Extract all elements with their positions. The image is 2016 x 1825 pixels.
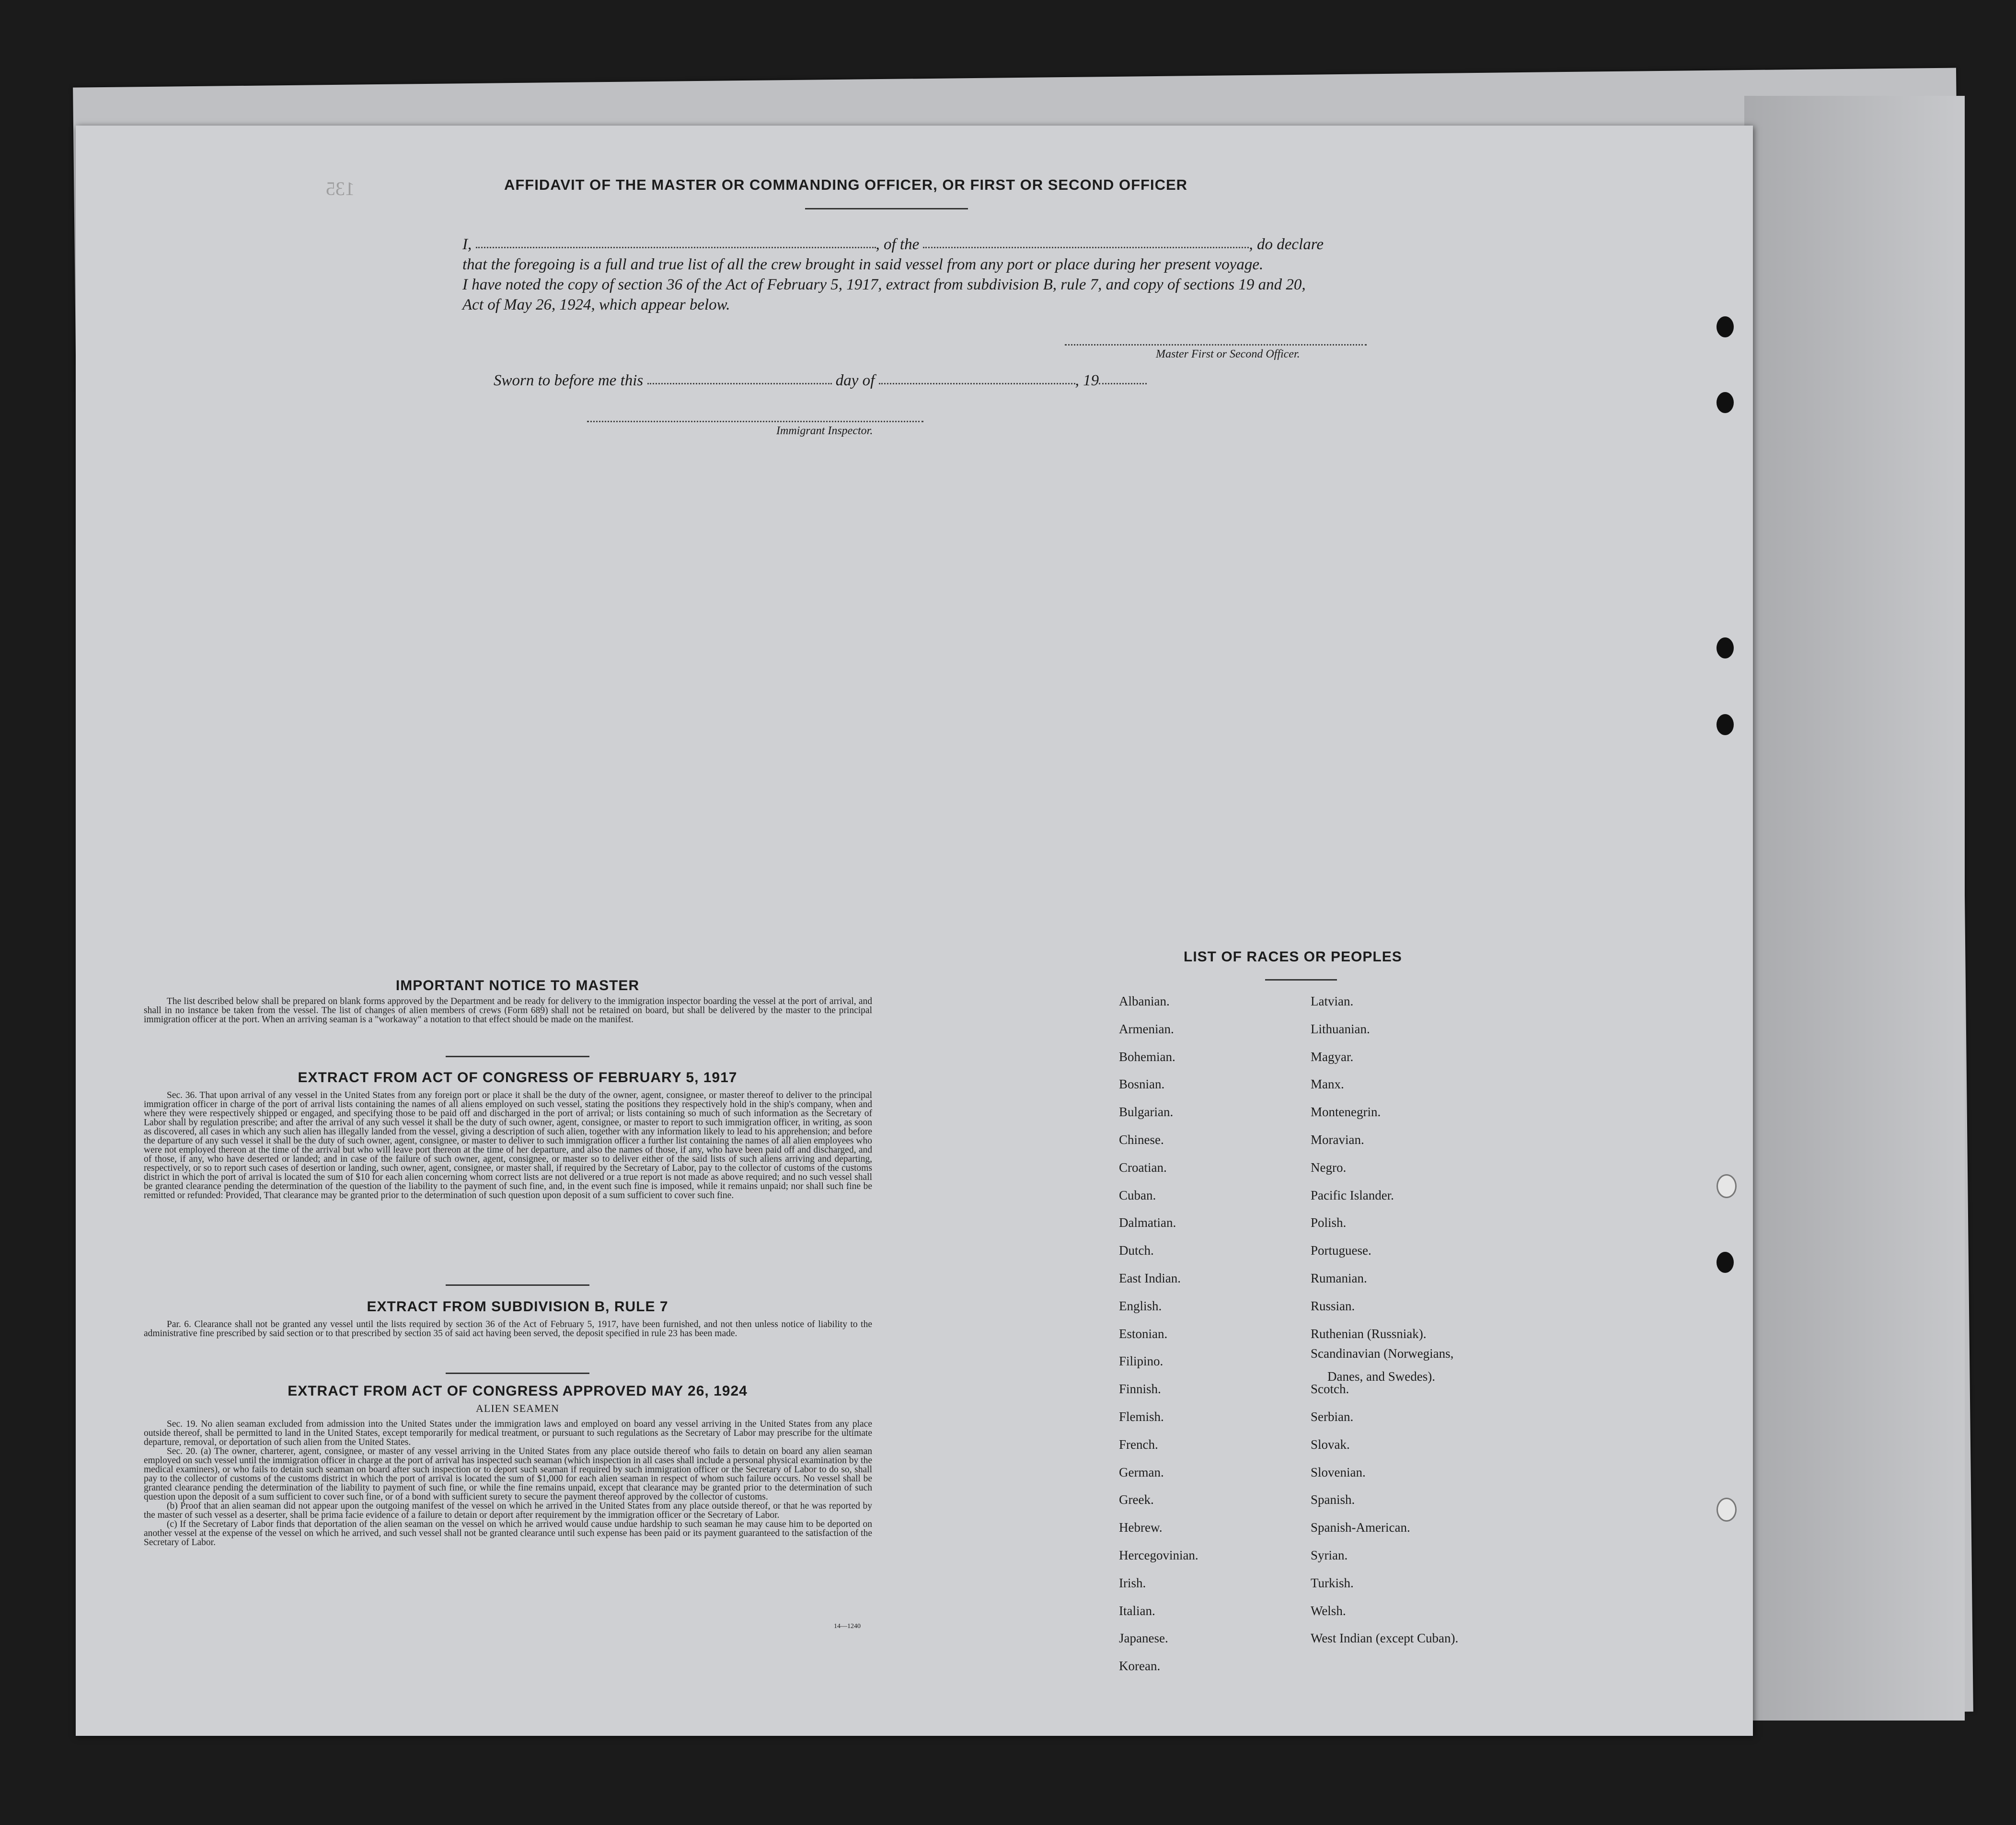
race-item: Italian. xyxy=(1119,1603,1155,1618)
race-item: Greek. xyxy=(1119,1492,1154,1507)
sworn-line xyxy=(494,372,1147,390)
master-signature-label: Master First or Second Officer. xyxy=(1156,348,1300,360)
sworn-text: Sworn to before me this xyxy=(494,372,644,389)
race-item: Moravian. xyxy=(1311,1132,1364,1147)
race-item: Serbian. xyxy=(1311,1409,1354,1424)
race-item: Portuguese. xyxy=(1311,1243,1371,1258)
punch-hole xyxy=(1716,637,1734,658)
race-item: Hebrew. xyxy=(1119,1520,1163,1535)
inspector-signature-label: Immigrant Inspector. xyxy=(776,425,873,437)
race-item: Slovak. xyxy=(1311,1437,1350,1452)
race-item: Spanish-American. xyxy=(1311,1520,1410,1535)
race-item: Slovenian. xyxy=(1311,1465,1366,1479)
sec20a-paragraph: Sec. 20. (a) The owner, charterer, agent, consignee, or master of any vessel arriving in the United States from any place outside thereof who fails to detain on board any alien seaman employed on such vessel until the immigration officer in charge at the port of arrival has inspected such seaman (which inspection in all cases shall include a personal physical examination by the medical examiners), or who fails to detain such seaman on board after such inspection or to deport such seaman if required by such immigration officer or the Secretary of Labor to do so, shall pay to the collector of customs of the customs district in which the port of arrival is located the sum of $1,000 for each alien seaman in respect of whom such failure occurs. No vessel shall be granted clearance pending the determination of the liability to payment of such fine, or while the fine remains unpaid, except that clearance may be granted prior to the determination of such question upon the deposit of a sum sufficient to cover such fine, or of a bond with sufficient surety to secure the payment thereof approved by the collector of customs. xyxy=(144,1446,872,1502)
rule7-paragraph: Par. 6. Clearance shall not be granted any vessel until the lists required by section 36 of the Act of February 5, 1917, have been furnished, and not then unless notice of liability to the administrative fine prescribed by said section or to that prescribed by section 35 of said act having been served, the deposit specified in rule 23 has been made. xyxy=(144,1319,872,1339)
affidavit-do-declare: , do declare xyxy=(1249,236,1324,253)
day-of-text: day of xyxy=(835,372,875,389)
affidavit-line-4: Act of May 26, 1924, which appear below. xyxy=(462,296,730,313)
divider xyxy=(446,1373,589,1374)
race-item: Irish. xyxy=(1119,1575,1146,1590)
race-item: Welsh. xyxy=(1311,1603,1346,1618)
affidavit-title: AFFIDAVIT OF THE MASTER OR COMMANDING OFFICER, OR FIRST OR SECOND OFFICER xyxy=(504,176,1188,193)
races-title: LIST OF RACES OR PEOPLES xyxy=(1184,949,1402,965)
race-item: Filipino. xyxy=(1119,1354,1164,1369)
race-item: Chinese. xyxy=(1119,1132,1164,1147)
race-item: Japanese. xyxy=(1119,1631,1168,1646)
punch-hole xyxy=(1716,714,1734,735)
race-item: Hercegovinian. xyxy=(1119,1548,1198,1562)
name-blank xyxy=(476,243,876,248)
race-item: Latvian. xyxy=(1311,994,1354,1008)
race-item: Russian. xyxy=(1311,1298,1355,1313)
race-item: Polish. xyxy=(1311,1215,1347,1230)
divider xyxy=(446,1284,589,1286)
extract-1924-text xyxy=(144,1420,872,1547)
punch-hole xyxy=(1716,1252,1734,1273)
sec36-paragraph: Sec. 36. That upon arrival of any vessel in the United States from any foreign port or place it shall be the duty of the owner, agent, consignee, or master thereof to deliver to the principal immigration officer in charge of the port of arrival lists containing the names of all aliens employed on such vessel, stating the positions they respectively hold in the ship's company, when and where they were respectively shipped or engaged, and specifying those to be paid off and discharged in the port of arrival; or lists containing so much of such information as the Secretary of Labor shall by regulation prescribe; and after the arrival of any such vessel it shall be the duty of such owner, agent, consignee, or master to report to such immigration officer, in writing, as soon as discovered, all cases in which any such alien has illegally landed from the vessel, giving a description of such alien, together with any information likely to lead to his apprehension; and before the departure of any such vessel it shall be the duty of such owner, agent, consignee, or master to deliver to such immigration officer a further list containing the names of all alien employees who were not employed thereon at the time of the arrival but who will leave port thereon at the time of her departure, and also the names of those, if any, who have been paid off and discharged, and of those, if any, who have deserted or landed; and in case of the failure of such owner, agent, consignee, or master so to deliver either of the said lists of such aliens arriving and departing, respectively, or so to report such cases of desertion or landing, such owner, agent, consignee, or master shall, if required by the Secretary of Labor, pay to the collector of customs of the customs district in which the port of arrival is located the sum of $10 for each alien concerning whom correct lists are not delivered or a true report is not made as above required; and no such vessel shall be granted clearance pending the determination of the question of the liability to the payment of such fine, and, in the event such fine is imposed, while it remains unpaid; nor shall such fine be remitted or refunded: Provided, That clearance may be granted prior to the determination of such question upon deposit of a sum sufficient to cover such fine. xyxy=(144,1090,872,1201)
notice-title: IMPORTANT NOTICE TO MASTER xyxy=(395,978,640,993)
affidavit-line-1 xyxy=(462,236,1324,254)
race-item: English. xyxy=(1119,1298,1162,1313)
rule7-title: EXTRACT FROM SUBDIVISION B, RULE 7 xyxy=(367,1299,668,1315)
race-item: Spanish. xyxy=(1311,1492,1355,1507)
punch-hole xyxy=(1716,316,1734,337)
alien-seamen-subtitle: ALIEN SEAMEN xyxy=(476,1402,559,1414)
race-item: Dalmatian. xyxy=(1119,1215,1176,1230)
race-item: Rumanian. xyxy=(1311,1271,1367,1285)
form-number: 14—1240 xyxy=(834,1623,861,1630)
race-item: Croatian. xyxy=(1119,1160,1167,1175)
master-signature-line xyxy=(1065,344,1367,346)
sec20b-paragraph: (b) Proof that an alien seaman did not appear upon the outgoing manifest of the vessel on which he arrived in the United States from any place outside thereof, or that he was reported by the master of such vessel as a deserter, shall be prima facie evidence of a failure to detain or deport after requirement by the immigration officer or the Secretary of Labor. xyxy=(144,1501,872,1520)
rule7-text xyxy=(144,1320,872,1338)
race-item: Flemish. xyxy=(1119,1409,1164,1424)
sec20c-paragraph: (c) If the Secretary of Labor finds that deportation of the alien seaman on the vessel on which he arrived would cause undue hardship to such seaman he may cause him to be deported on another vessel at the expense of the vessel on which he arrived, and such vessel shall not be granted clearance until such expense has been paid or its payment guaranteed to the satisfaction of the Secretary of Labor. xyxy=(144,1519,872,1548)
divider xyxy=(805,208,968,209)
race-item: Bosnian. xyxy=(1119,1077,1165,1092)
affidavit-line-3: I have noted the copy of section 36 of the Act of February 5, 1917, extract from subdivision B, rule 7, and copy of sections 19 and 20, xyxy=(462,276,1306,293)
notice-paragraph: The list described below shall be prepared on blank forms approved by the Department and be ready for delivery to the immigration inspector boarding the vessel at the port of arrival, and shall in no instance be taken from the vessel. The list of changes of alien members of crews (Form 689) shall not be retained on board, but shall be delivered by the master to the principal immigration officer at the port. When an arriving seaman is a "workaway" a notation to that effect should be made on the manifest. xyxy=(144,996,872,1025)
race-item: Pacific Islander. xyxy=(1311,1188,1394,1202)
month-blank xyxy=(879,379,1075,384)
race-item: Albanian. xyxy=(1119,994,1170,1008)
year-text: , 19 xyxy=(1075,372,1099,389)
inspector-signature-line xyxy=(587,421,923,422)
punch-hole xyxy=(1716,392,1734,413)
punch-hole xyxy=(1716,1498,1737,1522)
race-item: Bohemian. xyxy=(1119,1049,1175,1064)
race-item: Lithuanian. xyxy=(1311,1021,1370,1036)
race-item: West Indian (except Cuban). xyxy=(1311,1631,1459,1646)
race-item: Turkish. xyxy=(1311,1575,1354,1590)
race-item: Korean. xyxy=(1119,1659,1161,1674)
divider xyxy=(1265,979,1337,981)
sec19-paragraph: Sec. 19. No alien seaman excluded from admission into the United States under the immigration laws and employed on board any vessel arriving in the United States from any place outside thereof, shall be permitted to land in the United States, except temporarily for medical treatment, or pursuant to such regulations as the Secretary of Labor may prescribe for the ultimate departure, removal, or deportation of such alien from the United States. xyxy=(144,1419,872,1447)
punch-hole xyxy=(1716,1174,1737,1198)
extract-1917-title: EXTRACT FROM ACT OF CONGRESS OF FEBRUARY 5, 1917 xyxy=(298,1070,737,1086)
stamp-number: 135 xyxy=(326,178,355,199)
affidavit-of-the: , of the xyxy=(876,236,920,253)
race-item: East Indian. xyxy=(1119,1271,1181,1285)
race-item: Danes, and Swedes). xyxy=(1327,1369,1435,1384)
affidavit-i: I, xyxy=(462,236,472,253)
race-item: Estonian. xyxy=(1119,1326,1168,1341)
race-item: Scotch. xyxy=(1311,1382,1349,1397)
divider xyxy=(446,1056,589,1057)
race-item: German. xyxy=(1119,1465,1164,1479)
race-item: Montenegrin. xyxy=(1311,1105,1381,1120)
race-item: Scandinavian (Norwegians, xyxy=(1311,1346,1454,1361)
extract-1917-text xyxy=(144,1091,872,1200)
vessel-blank xyxy=(923,243,1249,248)
notice-text xyxy=(144,997,872,1024)
race-item: Finnish. xyxy=(1119,1382,1161,1397)
race-item: Magyar. xyxy=(1311,1049,1354,1064)
extract-1924-title: EXTRACT FROM ACT OF CONGRESS APPROVED MAY 26, 1924 xyxy=(288,1383,748,1399)
race-item: Dutch. xyxy=(1119,1243,1154,1258)
year-blank xyxy=(1099,379,1147,384)
race-item: Armenian. xyxy=(1119,1021,1174,1036)
race-item: Cuban. xyxy=(1119,1188,1156,1202)
day-blank xyxy=(647,379,832,384)
race-item: Syrian. xyxy=(1311,1548,1348,1562)
race-item: French. xyxy=(1119,1437,1158,1452)
background-sheet-edge xyxy=(1744,96,1965,1721)
race-item: Bulgarian. xyxy=(1119,1105,1174,1120)
race-item: Manx. xyxy=(1311,1077,1344,1092)
race-item: Negro. xyxy=(1311,1160,1347,1175)
race-item: Ruthenian (Russniak). xyxy=(1311,1326,1427,1341)
affidavit-line-2: that the foregoing is a full and true list of all the crew brought in said vessel from any port or place during her present voyage. xyxy=(462,256,1264,273)
